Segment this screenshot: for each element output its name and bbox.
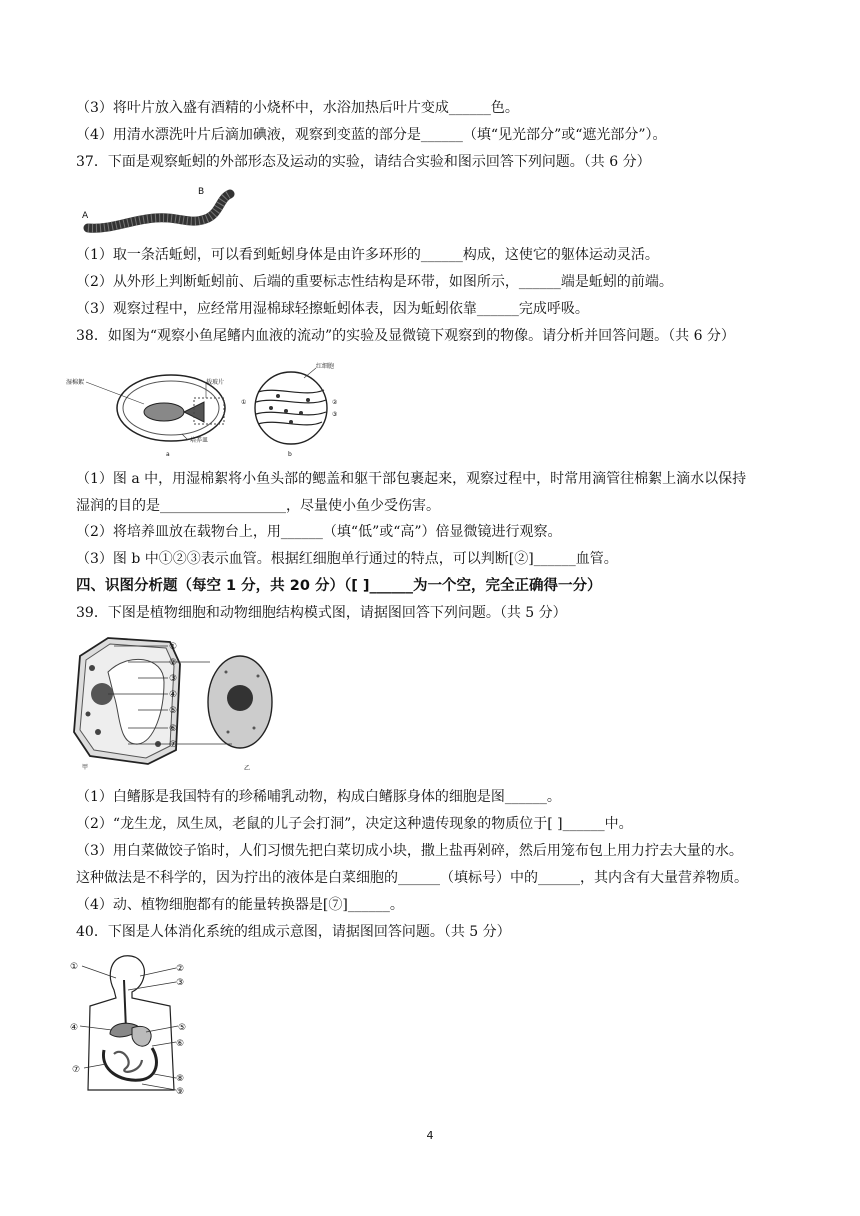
vessel-marker-1: ①: [241, 399, 247, 406]
question-36-3: （3）将叶片放入盛有酒精的小烧杯中，水浴加热后叶片变成______色。: [76, 100, 519, 116]
question-39-title: 39．下图是植物细胞和动物细胞结构模式图，请据图回答下列问题。（共 5 分）: [76, 605, 567, 621]
caption-animal-cell: 乙: [244, 765, 251, 772]
digestive-marker-6: ⑥: [176, 1039, 185, 1049]
caption-b: b: [288, 451, 292, 458]
label-dish: 培养皿: [190, 437, 209, 444]
page-number: 4: [426, 1129, 434, 1142]
cell-marker-6: ⑥: [169, 724, 178, 734]
question-38-title: 38．如图为“观察小鱼尾鳍内血液的流动”的实验及显微镜下观察到的物像。请分析并回答问题。（共 6 分）: [76, 328, 735, 344]
vessel-marker-2: ②: [332, 399, 338, 406]
vessel-marker-3: ③: [332, 411, 338, 418]
question-39-1: （1）白鳍豚是我国特有的珍稀哺乳动物，构成白鳍豚身体的细胞是图______。: [76, 789, 561, 805]
worm-label-b: B: [198, 187, 205, 197]
cell-marker-5: ⑤: [169, 706, 178, 716]
digestive-marker-9: ⑨: [176, 1087, 185, 1097]
digestive-marker-8: ⑧: [176, 1074, 185, 1084]
question-39-4: （4）动、植物细胞都有的能量转换器是[⑦]______。: [76, 897, 404, 913]
label-slide: 载玻片: [206, 379, 225, 386]
worm-label-a: A: [82, 211, 89, 221]
question-37-3: （3）观察过程中，应经常用湿棉球轻擦蚯蚓体表，因为蚯蚓依靠______完成呼吸。: [76, 301, 589, 317]
question-38-1b: 湿润的目的是__________________，尽量使小鱼少受伤害。: [76, 498, 440, 514]
digestive-marker-1: ①: [70, 962, 79, 972]
digestive-marker-2: ②: [176, 964, 185, 974]
fish-tail-figure: [66, 362, 366, 458]
question-36-4: （4）用清水漂洗叶片后滴加碘液，观察到变蓝的部分是______（填“见光部分”或“遮光部分”）。: [76, 127, 667, 143]
cell-structure-figure: [68, 632, 278, 772]
earthworm-figure: [80, 180, 240, 240]
question-38-2: （2）将培养皿放在载物台上，用______（填“低”或“高”）倍显微镜进行观察。: [76, 524, 562, 540]
digestive-system-figure: [70, 950, 190, 1100]
question-39-3b: 这种做法是不科学的，因为拧出的液体是白菜细胞的______（填标号）中的______，其内含有大量营养物质。: [76, 870, 748, 886]
cell-marker-4: ④: [169, 690, 178, 700]
question-40-title: 40．下图是人体消化系统的组成示意图，请据图回答问题。（共 5 分）: [76, 924, 511, 940]
question-37-title: 37．下面是观察蚯蚓的外部形态及运动的实验，请结合实验和图示回答下列问题。（共 6 分）: [76, 154, 651, 170]
digestive-marker-4: ④: [70, 1023, 79, 1033]
cell-marker-2: ②: [169, 658, 178, 668]
question-38-1a: （1）图 a 中，用湿棉絮将小鱼头部的鳃盖和躯干部包裹起来，观察过程中，时常用滴管往棉絮上滴水以保持: [76, 471, 747, 487]
caption-plant-cell: 甲: [82, 764, 89, 771]
question-39-3a: （3）用白菜做饺子馅时，人们习惯先把白菜切成小块，撒上盐再剁碎，然后用笼布包上用力拧去大量的水。: [76, 843, 743, 859]
cell-marker-1: ①: [169, 642, 178, 652]
question-37-1: （1）取一条活蚯蚓，可以看到蚯蚓身体是由许多环形的______构成，这使它的躯体运动灵活。: [76, 247, 659, 263]
question-39-2: （2）“龙生龙，凤生凤，老鼠的儿子会打洞”，决定这种遗传现象的物质位于[ ]______中。: [76, 816, 633, 832]
question-37-2: （2）从外形上判断蚯蚓前、后端的重要标志性结构是环带，如图所示，______端是蚯蚓的前端。: [76, 274, 673, 290]
section-4-heading: 四、识图分析题（每空 1 分，共 20 分）（[ ]______为一个空，完全正确得一分）: [76, 578, 602, 594]
digestive-marker-5: ⑤: [178, 1023, 187, 1033]
digestive-marker-3: ③: [176, 978, 185, 988]
label-cotton: 湿棉絮: [66, 379, 85, 386]
cell-marker-7: ⑦: [169, 740, 178, 750]
digestive-marker-7: ⑦: [72, 1065, 81, 1075]
question-38-3: （3）图 b 中①②③表示血管。根据红细胞单行通过的特点，可以判断[②]______血管。: [76, 551, 618, 567]
label-rbc: 红细胞: [316, 363, 335, 370]
caption-a: a: [166, 451, 170, 458]
cell-marker-3: ③: [169, 674, 178, 684]
